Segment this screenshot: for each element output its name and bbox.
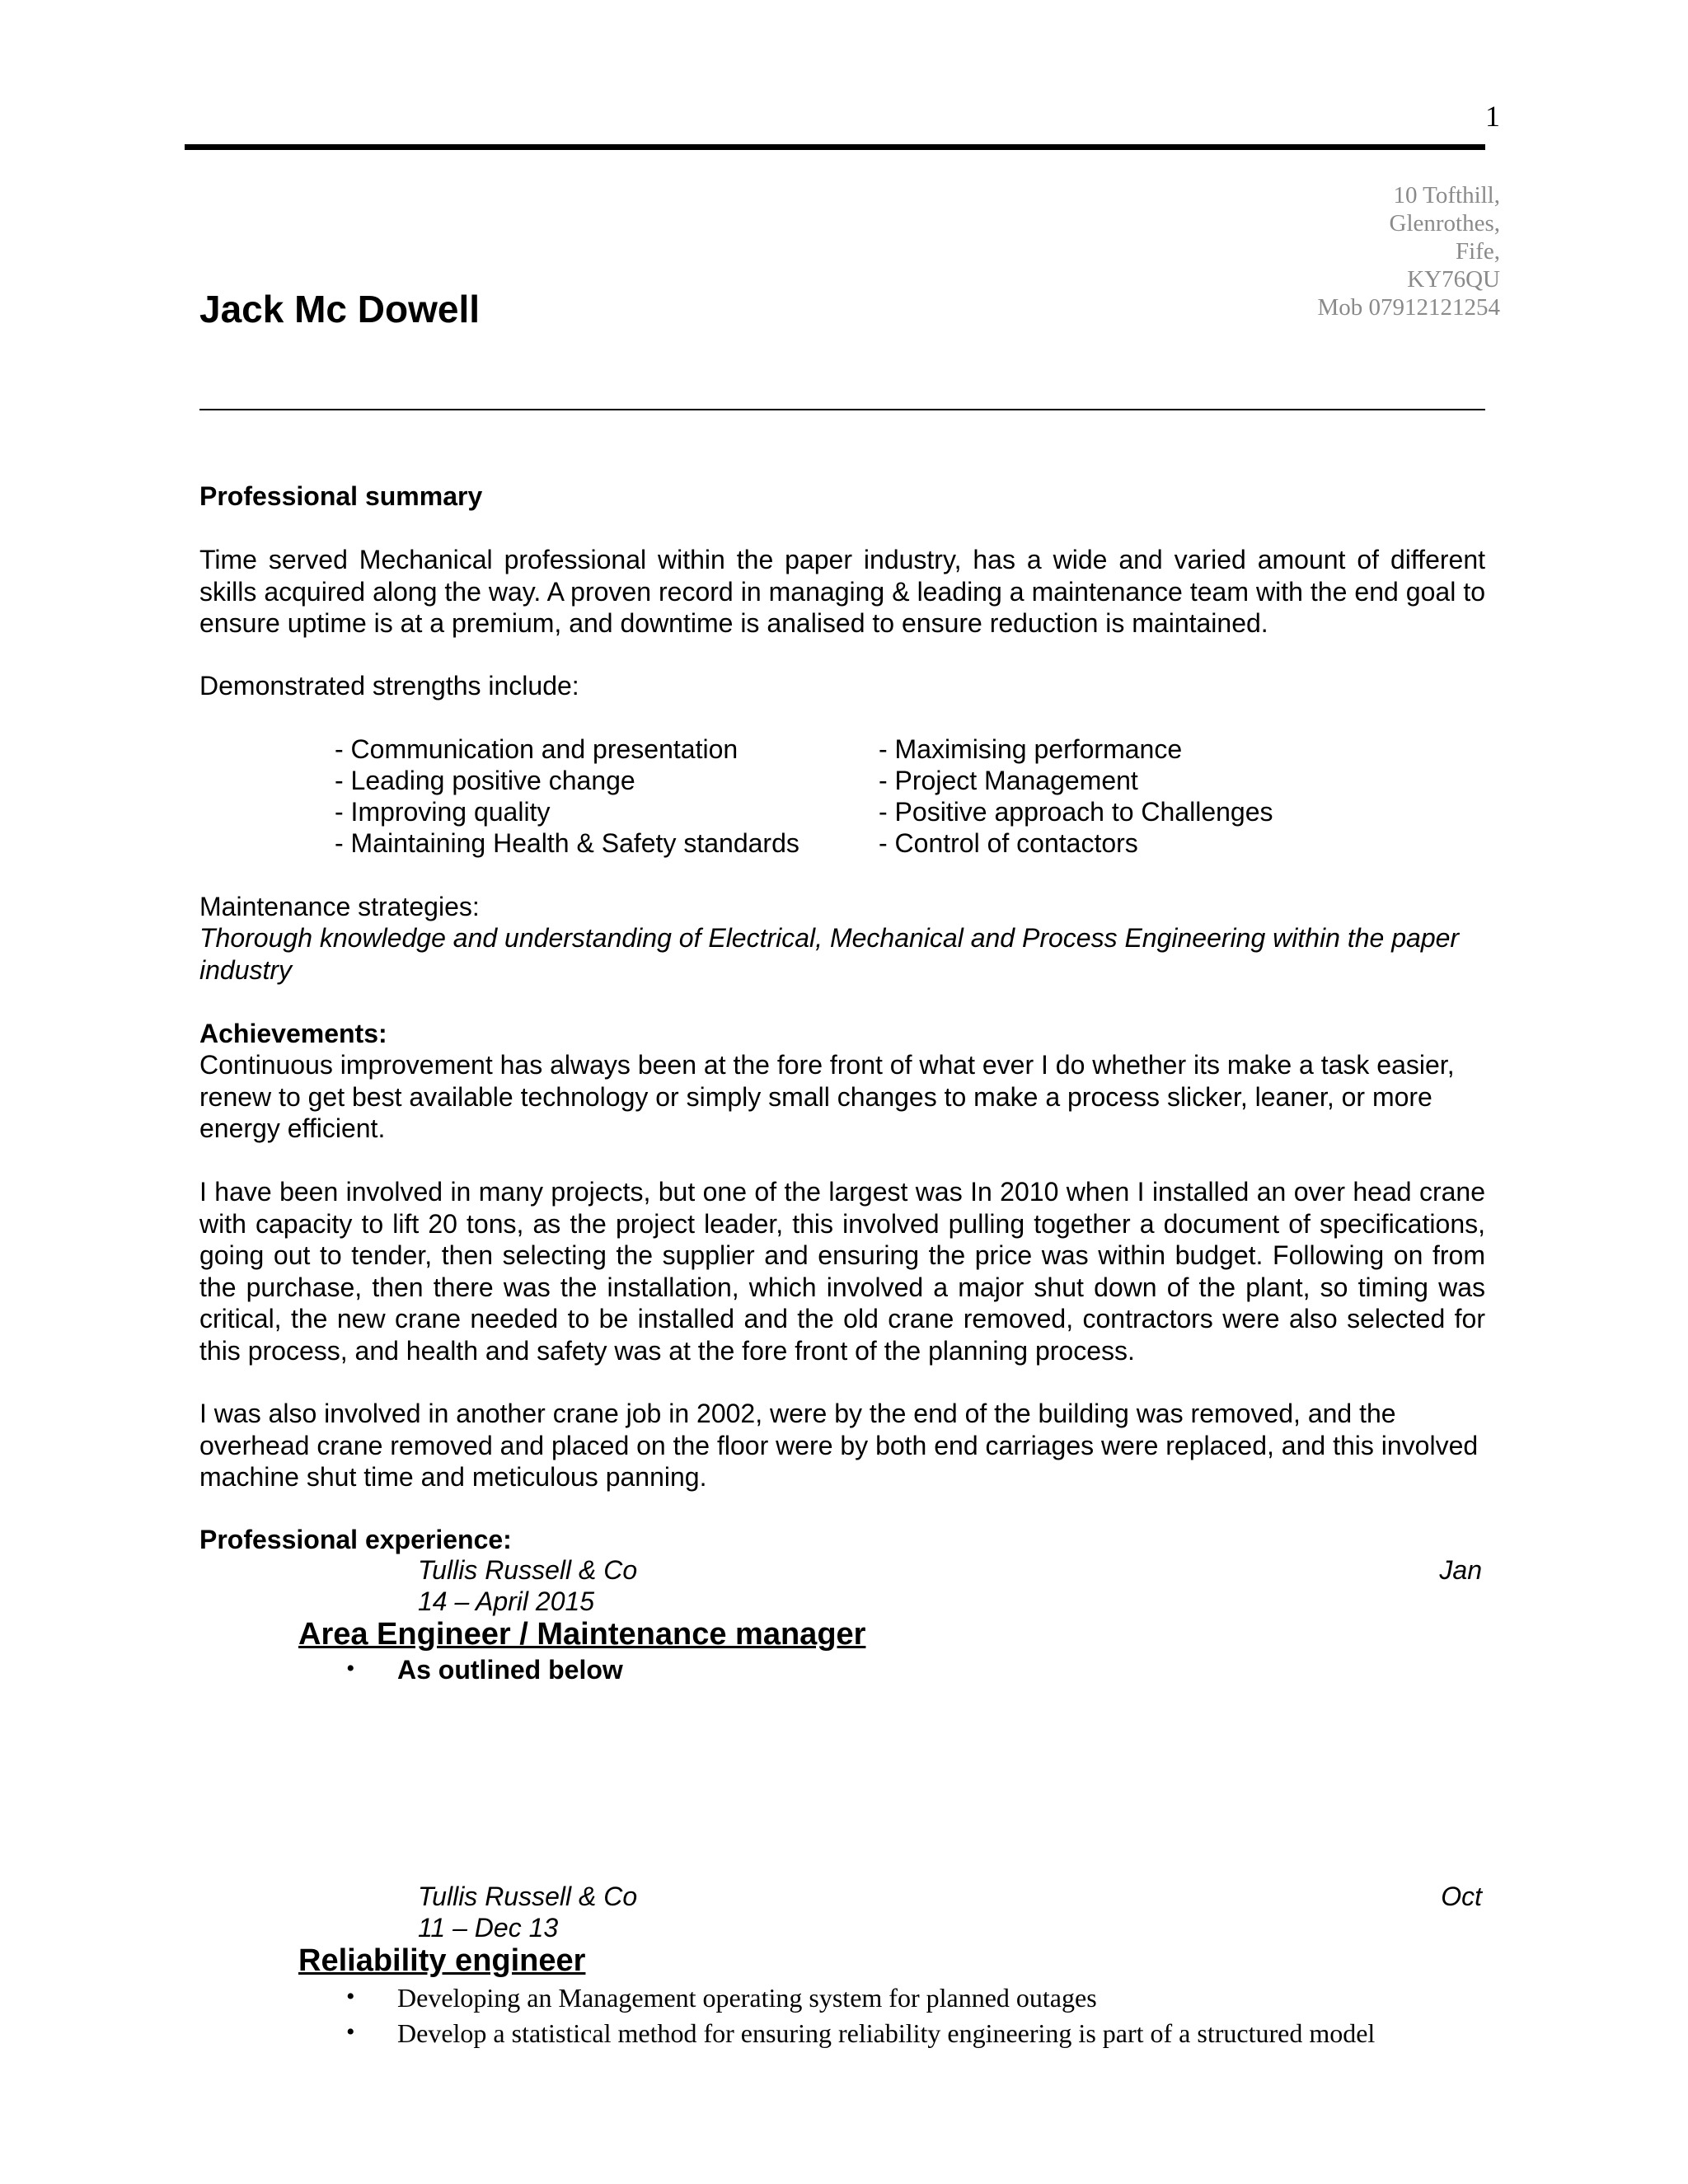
- strength-item: - Control of contactors: [879, 828, 1138, 858]
- strength-item: - Improving quality: [335, 797, 551, 827]
- achievement-paragraph: Continuous improvement has always been at the fore front of what ever I do whether its make a task easier, renew to get best available technology or simply small changes to make a process slicker, leaner, or more energy efficient.: [199, 1050, 1455, 1143]
- job-bullet-text: Develop a statistical method for ensuring reliability engineering is part of a structured model: [397, 2018, 1376, 2048]
- bullet-icon: •: [346, 1983, 355, 2010]
- strength-item: - Project Management: [879, 766, 1138, 795]
- job-date-range: 14 – April 2015: [418, 1586, 595, 1616]
- strategies-text: Thorough knowledge and understanding of Electrical, Mechanical and Process Engineering within the paper industry: [199, 923, 1460, 985]
- job-bullet-text: Developing an Management operating system for planned outages: [397, 1983, 1097, 2013]
- strategies-label: Maintenance strategies:: [199, 892, 480, 921]
- strength-item: - Maximising performance: [879, 734, 1183, 764]
- achievements-heading: Achievements:: [199, 1019, 387, 1048]
- summary-text: Time served Mechanical professional within the paper industry, has a wide and varied amount of different skills acquired along the way. A proven record in managing & leading a maintenance team with the end goal to ensure uptime is at a premium, and downtime is analised to ensure reduction is maintained.: [199, 545, 1485, 638]
- strength-item: - Positive approach to Challenges: [879, 797, 1273, 827]
- address-line: Fife,: [1456, 238, 1500, 265]
- address-line: Glenrothes,: [1389, 210, 1500, 237]
- name-divider: [199, 409, 1485, 410]
- job-start-month: Jan: [1439, 1555, 1482, 1585]
- address-line: KY76QU: [1407, 266, 1500, 293]
- achievement-paragraph: I have been involved in many projects, but one of the largest was In 2010 when I installed an over head crane with capacity to lift 20 tons, as the project leader, this involved pulling together a document of specifications, going out to tender, then selecting the supplier and ensuring the price was within budget. Following on from the purchase, then there was the installation, which involved a major shut down of the plant, so timing was critical, the new crane needed to be installed and the old crane removed, contractors were also selected for this process, and health and safety was at the fore front of the planning process.: [199, 1177, 1485, 1366]
- job-title: Reliability engineer: [298, 1943, 586, 1978]
- address-block: [1317, 181, 1500, 321]
- strength-item: - Leading positive change: [335, 766, 635, 795]
- phone-line: Mob 07912121254: [1317, 294, 1500, 321]
- candidate-name: Jack Mc Dowell: [199, 288, 481, 330]
- job-start-month: Oct: [1441, 1882, 1482, 1911]
- bullet-icon: •: [346, 2018, 355, 2046]
- job-title: Area Engineer / Maintenance manager: [298, 1617, 866, 1652]
- strength-item: - Maintaining Health & Safety standards: [335, 828, 799, 858]
- bullet-icon: •: [346, 1655, 355, 1682]
- job-company: Tullis Russell & Co: [418, 1882, 638, 1911]
- experience-heading: Professional experience:: [199, 1525, 512, 1554]
- strength-item: - Communication and presentation: [335, 734, 738, 764]
- achievement-paragraph: I was also involved in another crane job in 2002, were by the end of the building was removed, and the overhead crane removed and placed on the floor were by both end carriages were replaced, and this involved machine shut time and meticulous panning.: [199, 1399, 1479, 1492]
- job-company: Tullis Russell & Co: [418, 1555, 638, 1585]
- strengths-intro: Demonstrated strengths include:: [199, 671, 579, 701]
- job-date-range: 11 – Dec 13: [418, 1913, 559, 1943]
- address-line: 10 Tofthill,: [1393, 182, 1500, 209]
- summary-heading: Professional summary: [199, 481, 483, 511]
- page-number: 1: [1485, 100, 1500, 133]
- job-bullet-text: As outlined below: [397, 1655, 623, 1685]
- header-rule: [185, 144, 1485, 150]
